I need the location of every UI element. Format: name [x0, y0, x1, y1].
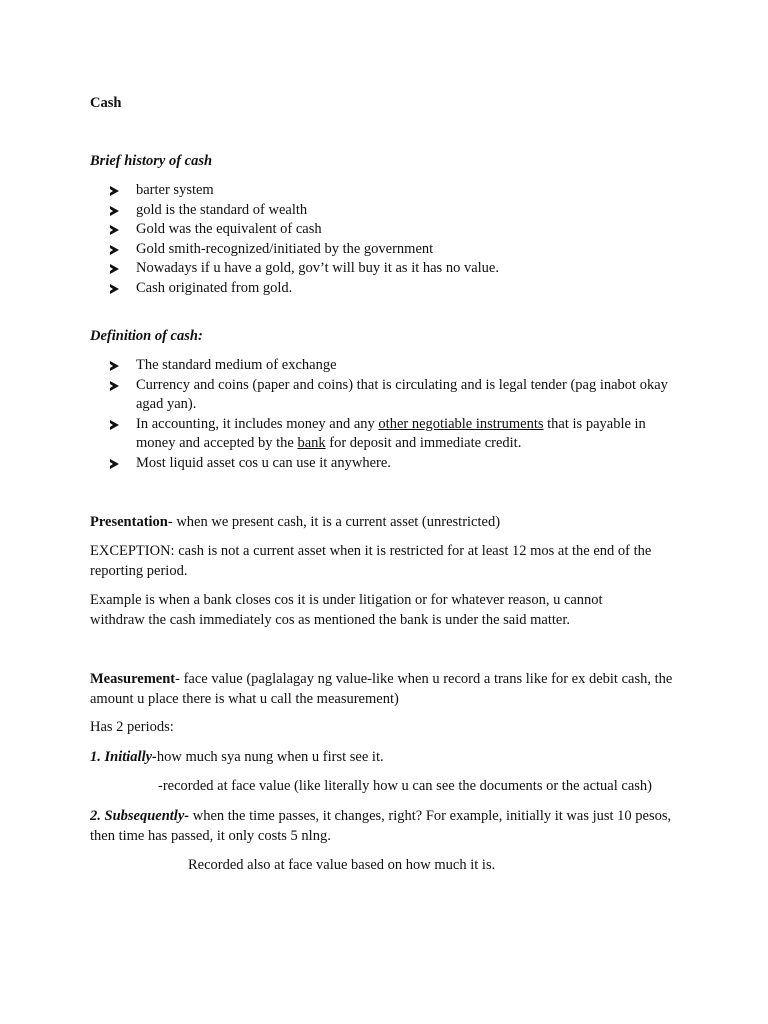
- subsequently-paragraph: 2. Subsequently- when the time passes, it changes, right? For example, initially it was just 10 pesos, then time has passed, it only costs 5 nlng.: [90, 808, 672, 844]
- subsequently-sub: Recorded also at face value based on how much it is.: [188, 857, 496, 873]
- arrow-bullet-icon: [110, 284, 119, 294]
- arrow-bullet-icon: [110, 361, 119, 371]
- history-heading: Brief history of cash: [90, 153, 213, 169]
- arrow-bullet-icon: [110, 459, 119, 469]
- list-item: Gold was the equivalent of cash: [110, 220, 710, 240]
- list-item: Gold smith-recognized/initiated by the government: [110, 240, 710, 260]
- arrow-bullet-icon: [110, 420, 119, 430]
- list-item: Most liquid asset cos u can use it anywhere.: [110, 454, 675, 474]
- arrow-bullet-icon: [110, 186, 119, 196]
- initially-sub: -recorded at face value (like literally how u can see the documents or the actual cash): [158, 778, 652, 794]
- arrow-bullet-icon: [110, 264, 119, 274]
- measurement-paragraph: Measurement- face value (paglalagay ng value-like when u record a trans like for ex debit cash, the amount u place there is what u call the measurement): [90, 671, 673, 707]
- arrow-bullet-icon: [110, 225, 119, 235]
- page-title: Cash: [90, 95, 122, 111]
- list-item: Nowadays if u have a gold, gov’t will buy it as it has no value.: [110, 259, 710, 279]
- subsequently-label: 2. Subsequently-: [90, 808, 190, 824]
- example-paragraph: Example is when a bank closes cos it is under litigation or for whatever reason, u cannot withdraw the cash immediately cos as mentioned the bank is under the said matter.: [90, 592, 603, 628]
- arrow-bullet-icon: [110, 206, 119, 216]
- initially-label: 1. Initially-: [90, 749, 157, 765]
- list-item: Cash originated from gold.: [110, 279, 710, 299]
- underlined-text: bank: [297, 435, 326, 451]
- measurement-label: Measurement: [90, 671, 176, 687]
- list-item: The standard medium of exchange: [110, 356, 675, 376]
- arrow-bullet-icon: [110, 245, 119, 255]
- definition-heading: Definition of cash:: [90, 328, 203, 344]
- history-list: [110, 181, 710, 298]
- list-item: In accounting, it includes money and any other negotiable instruments that is payable in money and accepted by the bank for deposit and immediate credit.: [110, 415, 675, 454]
- initially-paragraph: 1. Initially-how much sya nung when u first see it.: [90, 749, 384, 765]
- periods-text: Has 2 periods:: [90, 719, 174, 735]
- exception-paragraph: EXCEPTION: cash is not a current asset when it is restricted for at least 12 mos at the end of the reporting period.: [90, 543, 652, 579]
- underlined-text: other negotiable instruments: [378, 415, 544, 432]
- list-item: barter system: [110, 181, 710, 201]
- arrow-bullet-icon: [110, 381, 119, 391]
- presentation-label: Presentation: [90, 514, 168, 530]
- list-item: Currency and coins (paper and coins) that is circulating and is legal tender (pag inabot okay agad yan).: [110, 376, 675, 415]
- list-item: gold is the standard of wealth: [110, 201, 710, 221]
- presentation-paragraph: Presentation- when we present cash, it is a current asset (unrestricted): [90, 514, 501, 530]
- definition-list: [110, 356, 675, 473]
